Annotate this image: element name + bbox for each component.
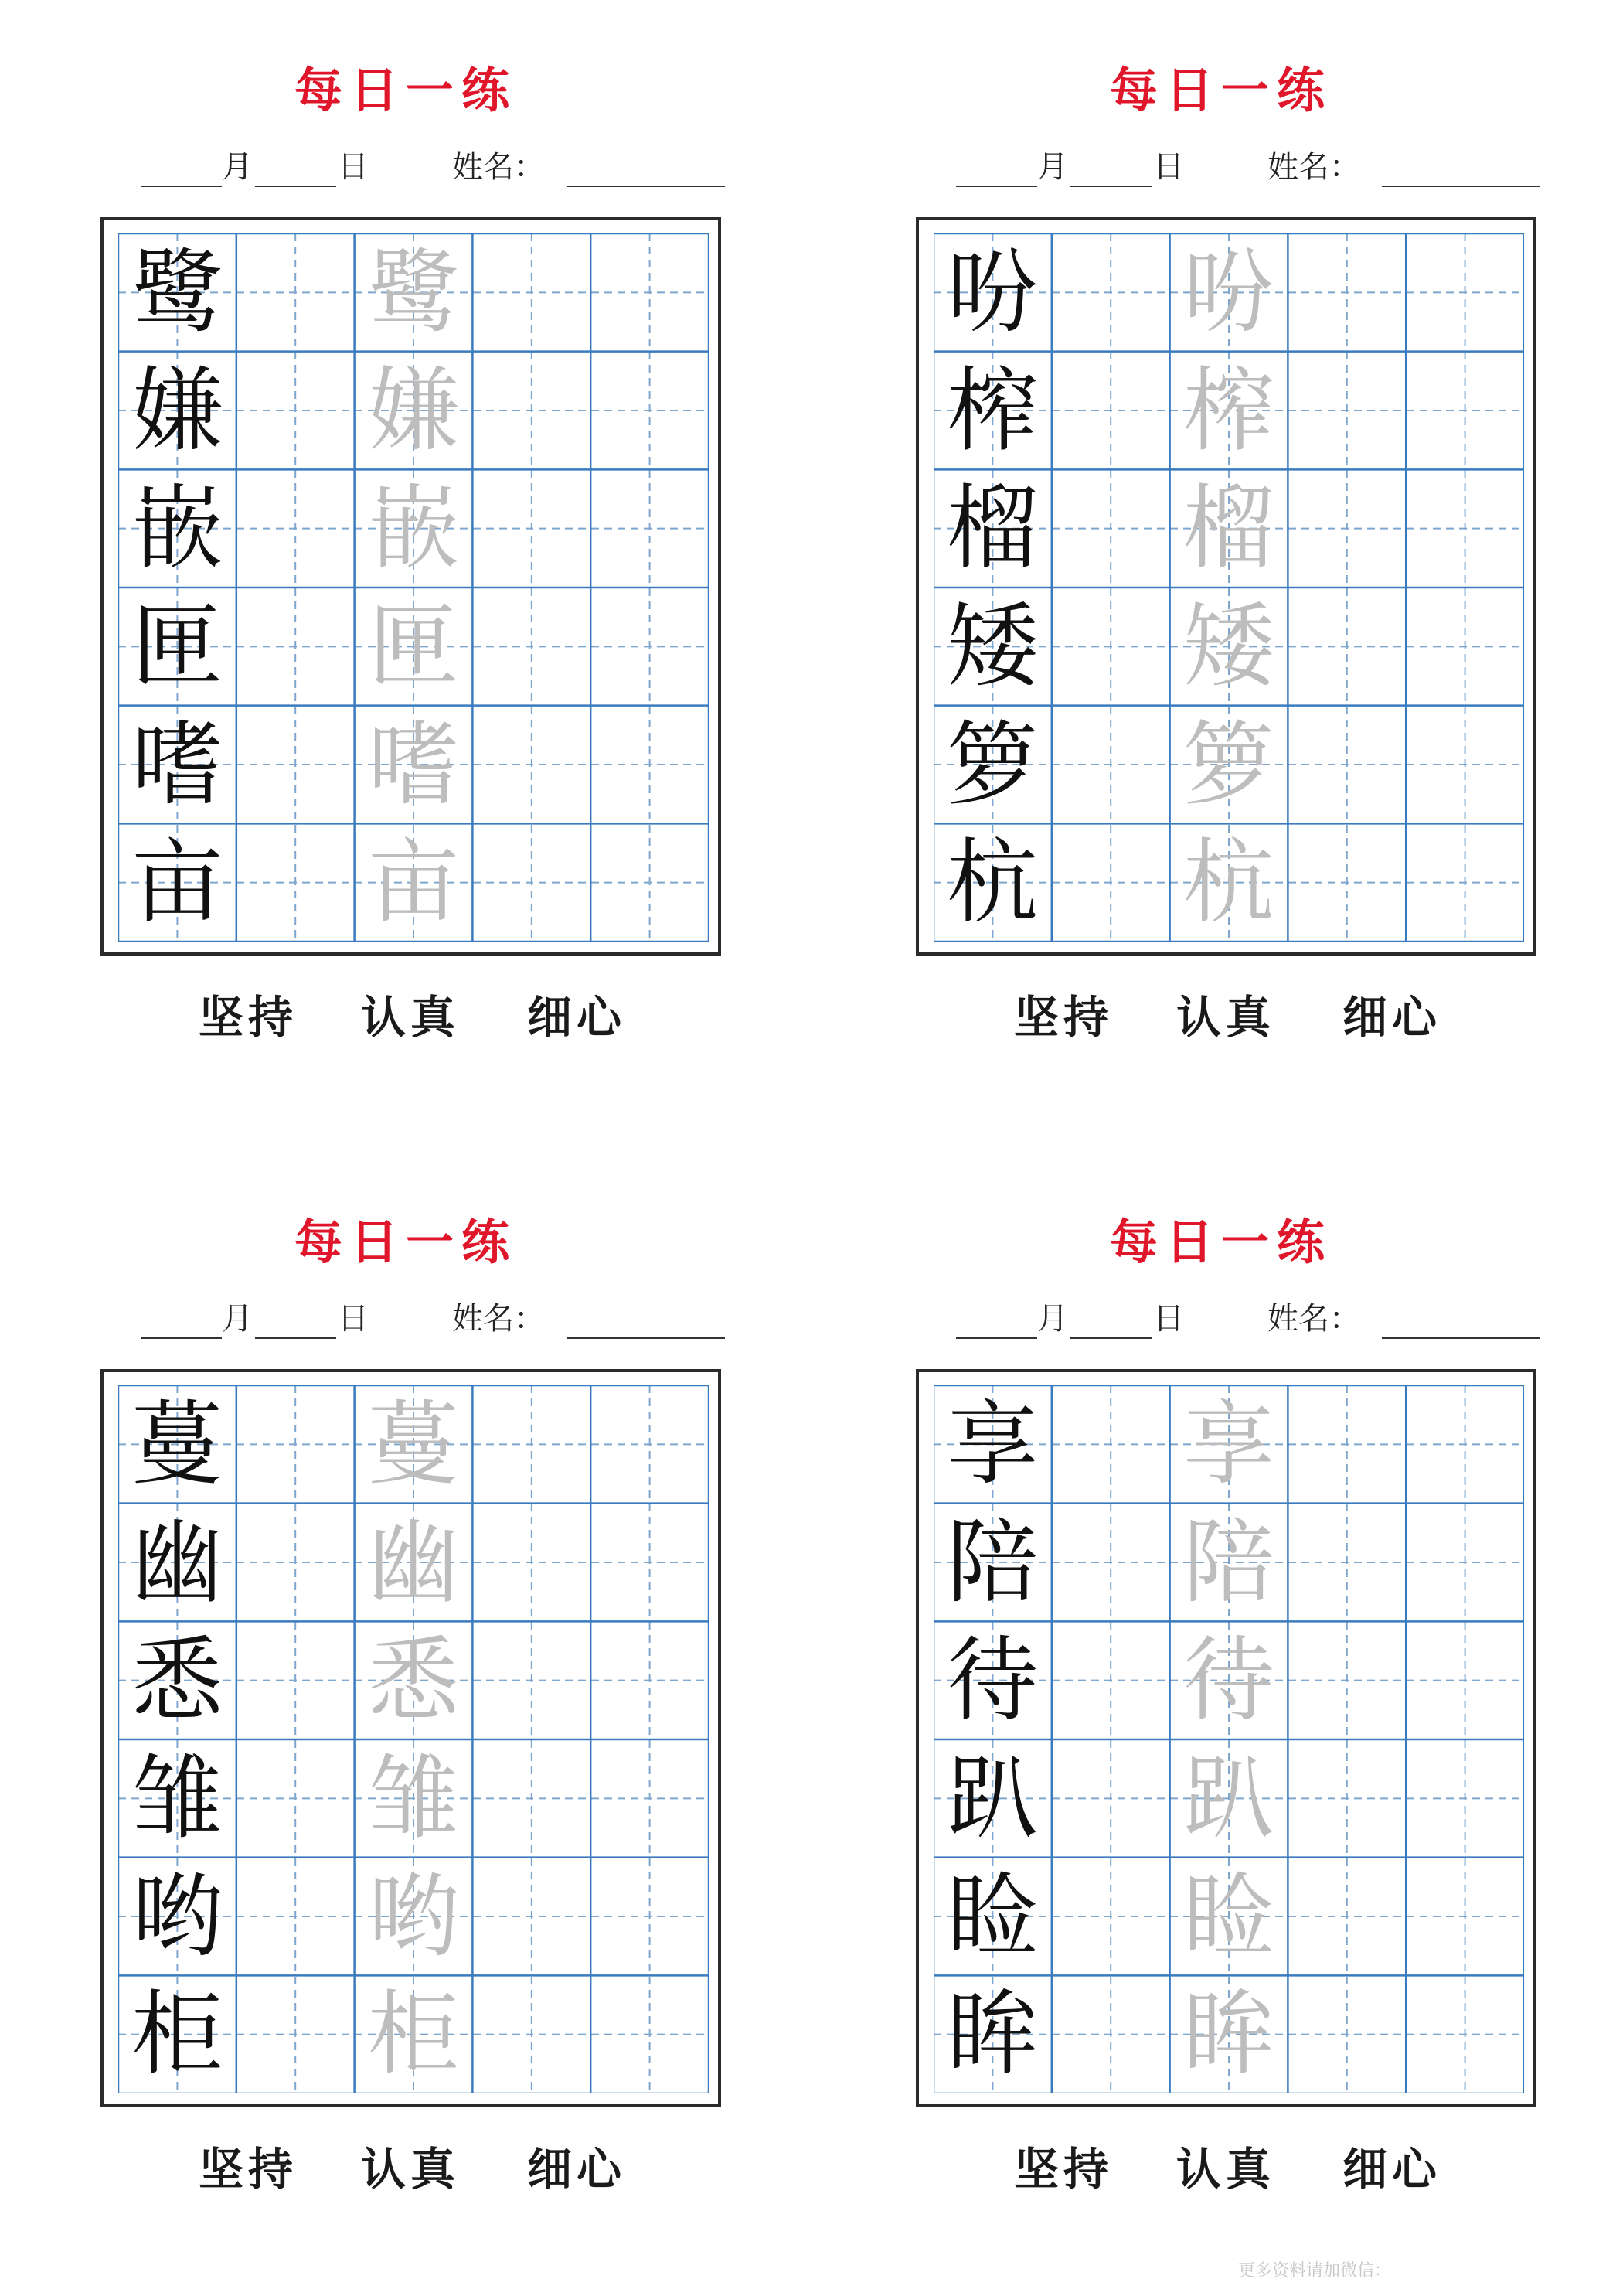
trace-character: 嫌	[367, 356, 459, 464]
month-blank[interactable]	[956, 1337, 1037, 1339]
trace-character: 趴	[1182, 1745, 1274, 1851]
model-character: 悉	[131, 1627, 223, 1734]
trace-character: 哟	[367, 1862, 459, 1970]
trace-character: 待	[1182, 1627, 1274, 1734]
model-character: 矮	[947, 593, 1039, 700]
worksheet-3	[58, 1152, 754, 2196]
trace-character: 榨	[1182, 356, 1274, 464]
model-character: 榨	[947, 356, 1039, 464]
trace-character: 眸	[1182, 1981, 1274, 2088]
model-character: 陪	[947, 1508, 1039, 1616]
trace-character: 吩	[1182, 239, 1274, 346]
month-label: 月	[222, 149, 253, 185]
model-character: 享	[947, 1391, 1039, 1497]
motto-word: 细心	[527, 991, 627, 1044]
day-blank[interactable]	[255, 186, 336, 187]
month-label: 月	[1037, 1301, 1068, 1337]
day-label: 日	[1153, 149, 1184, 185]
worksheet-4	[873, 1152, 1569, 2196]
model-character: 幽	[131, 1508, 223, 1616]
name-label: 姓名：	[452, 149, 545, 185]
name-label: 姓名：	[1267, 1301, 1360, 1337]
motto-word: 认真	[361, 991, 461, 1044]
month-blank[interactable]	[956, 186, 1037, 187]
worksheet-1	[58, 0, 754, 1044]
model-character: 柜	[131, 1981, 223, 2088]
trace-character: 杭	[1182, 829, 1274, 936]
trace-character: 雏	[367, 1745, 459, 1851]
trace-character: 榴	[1182, 475, 1274, 582]
motto-word: 认真	[361, 2143, 461, 2196]
worksheet-title: 每日一练	[294, 62, 517, 118]
trace-character: 幽	[367, 1508, 459, 1616]
model-character: 雏	[131, 1745, 223, 1851]
model-character: 杭	[947, 829, 1039, 936]
model-character: 嗜	[131, 710, 223, 818]
trace-character: 亩	[367, 829, 459, 936]
motto-word: 细心	[1342, 2143, 1442, 2196]
trace-character: 匣	[367, 593, 459, 700]
trace-character: 享	[1182, 1391, 1274, 1497]
name-blank[interactable]	[1382, 1337, 1540, 1339]
model-character: 吩	[947, 239, 1039, 346]
name-blank[interactable]	[1382, 186, 1540, 187]
worksheet-title: 每日一练	[1109, 62, 1332, 118]
name-blank[interactable]	[567, 1337, 725, 1339]
motto-word: 坚持	[1014, 2143, 1114, 2196]
motto-word: 认真	[1176, 2143, 1276, 2196]
day-label: 日	[338, 149, 369, 185]
month-blank[interactable]	[141, 1337, 222, 1339]
month-label: 月	[1037, 149, 1068, 185]
model-character: 蔓	[131, 1391, 223, 1497]
motto-word: 细心	[1342, 991, 1442, 1044]
motto-word: 认真	[1176, 991, 1276, 1044]
trace-character: 鹭	[367, 239, 459, 346]
name-label: 姓名：	[1267, 149, 1360, 185]
model-character: 箩	[947, 710, 1039, 818]
motto-word: 坚持	[1014, 991, 1114, 1044]
day-blank[interactable]	[1070, 186, 1152, 187]
model-character: 亩	[131, 829, 223, 936]
trace-character: 矮	[1182, 593, 1274, 700]
month-blank[interactable]	[141, 186, 222, 187]
footer-note: 更多资料请加微信：	[1237, 2261, 1391, 2281]
trace-character: 嵌	[367, 475, 459, 582]
trace-character: 悉	[367, 1627, 459, 1734]
day-label: 日	[338, 1301, 369, 1337]
name-blank[interactable]	[567, 186, 725, 187]
trace-character: 嗜	[367, 710, 459, 818]
trace-character: 睑	[1182, 1862, 1274, 1970]
model-character: 鹭	[131, 239, 223, 346]
model-character: 匣	[131, 593, 223, 700]
worksheet-title: 每日一练	[1109, 1214, 1332, 1270]
trace-character: 柜	[367, 1981, 459, 2088]
trace-character: 蔓	[367, 1391, 459, 1497]
model-character: 眸	[947, 1981, 1039, 2088]
motto-word: 坚持	[199, 991, 298, 1044]
model-character: 榴	[947, 475, 1039, 582]
day-blank[interactable]	[1070, 1337, 1152, 1339]
motto-word: 坚持	[199, 2143, 298, 2196]
motto-word: 细心	[527, 2143, 627, 2196]
day-blank[interactable]	[255, 1337, 336, 1339]
name-label: 姓名：	[452, 1301, 545, 1337]
model-character: 嵌	[131, 475, 223, 582]
model-character: 嫌	[131, 356, 223, 464]
trace-character: 陪	[1182, 1508, 1274, 1616]
day-label: 日	[1153, 1301, 1184, 1337]
model-character: 睑	[947, 1862, 1039, 1970]
model-character: 哟	[131, 1862, 223, 1970]
model-character: 趴	[947, 1745, 1039, 1851]
trace-character: 箩	[1182, 710, 1274, 818]
model-character: 待	[947, 1627, 1039, 1734]
month-label: 月	[222, 1301, 253, 1337]
worksheet-2	[873, 0, 1569, 1044]
worksheet-title: 每日一练	[294, 1214, 517, 1270]
